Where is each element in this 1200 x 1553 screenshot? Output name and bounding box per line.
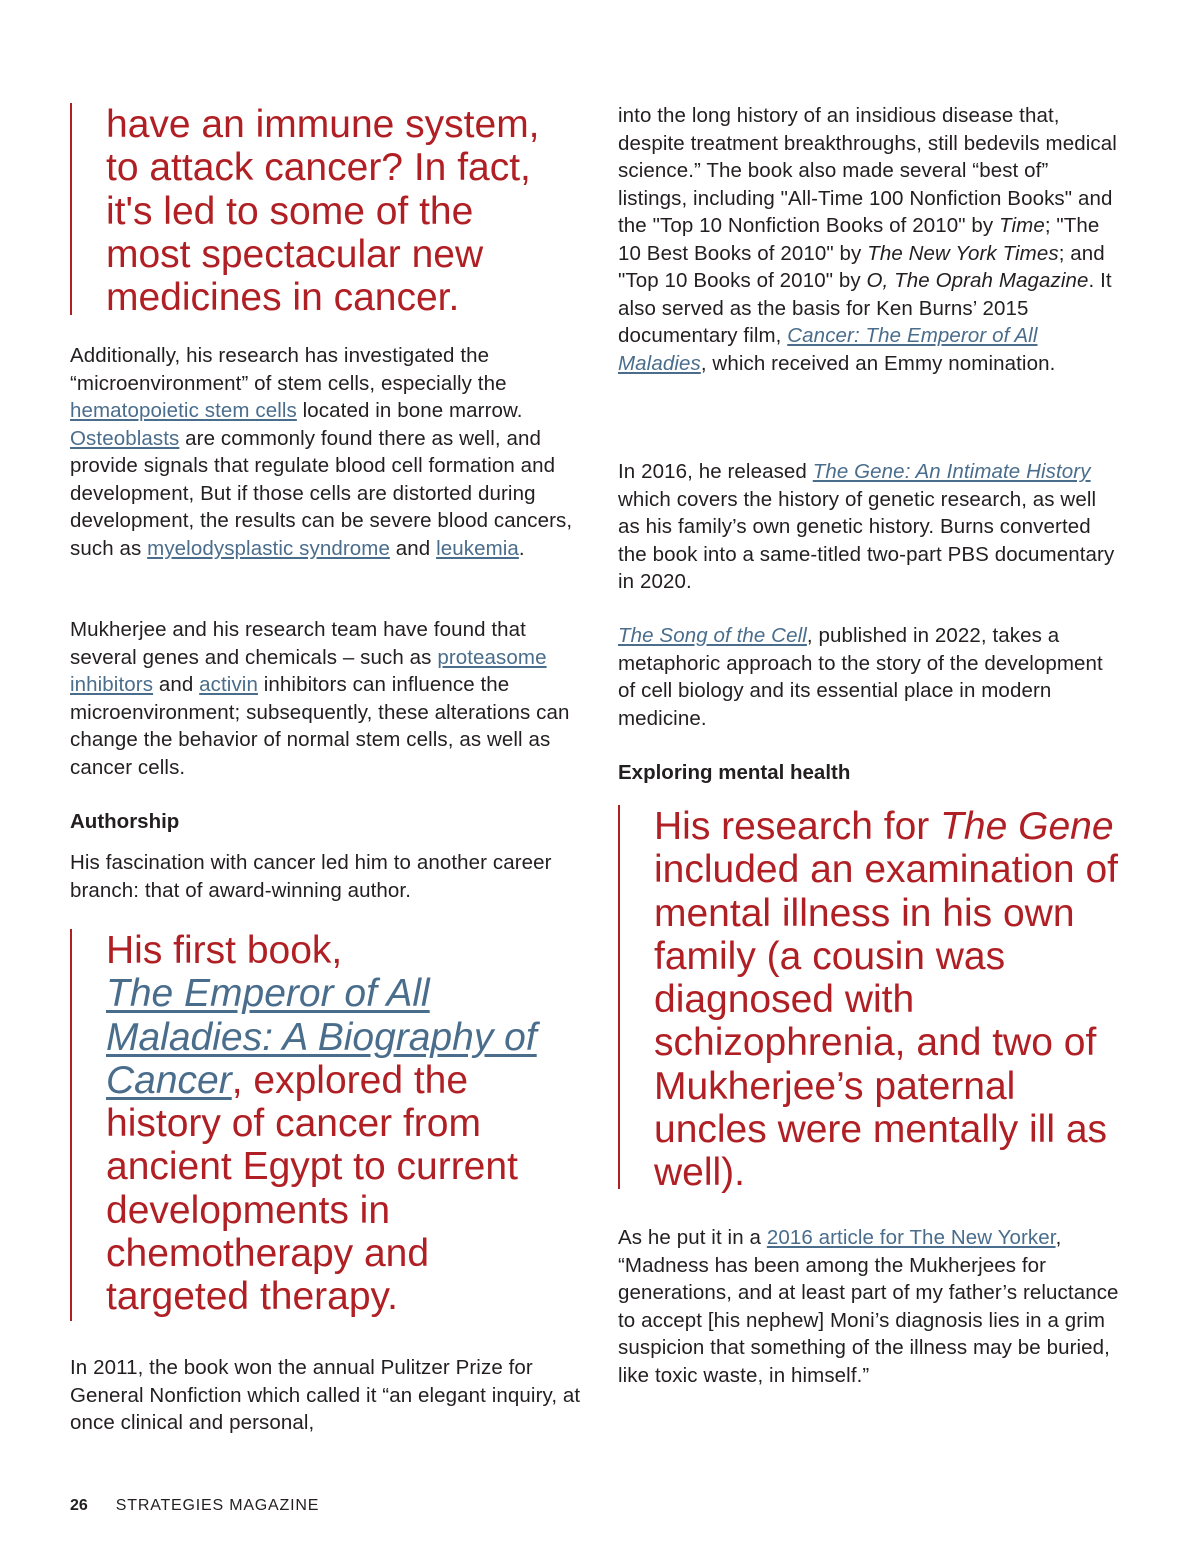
link-activin[interactable]: activin	[199, 673, 258, 696]
heading-authorship: Authorship	[70, 810, 180, 833]
magazine-name: STRATEGIES MAGAZINE	[115, 1497, 320, 1514]
pull-quote-line: have an immune system,	[106, 103, 540, 146]
link-myelodysplastic-syndrome[interactable]: myelodysplastic syndrome	[147, 536, 390, 560]
pull-quote-line: most spectacular new	[106, 232, 484, 276]
link-hematopoietic-stem-cells[interactable]: hematopoietic stem cells	[70, 399, 297, 422]
link-emperor-of-all-maladies[interactable]: The Emperor of All Maladies: A Biography of Cancer	[106, 972, 537, 1102]
pull-quote-first-book: His first book, The Emperor of All Maladies: A Biography of Cancer, explored the history of cancer from ancient Egypt to current developments in chemotherapy and targeted therapy.	[70, 929, 570, 1321]
paragraph-the-gene: In 2016, he released The Gene: An Intimate History which covers the history of genetic research, as well as his family’s own genetic history. Burns converted the book into a same-titled two-part PBS documentary in 2020.	[618, 460, 1115, 593]
pull-quote-immune	[70, 103, 590, 320]
pull-quote-line: to attack cancer? In fact,	[106, 146, 531, 190]
paragraph-best-of-listings: into the long history of an insidious disease that, despite treatment breakthroughs, still bedevils medical science.” The book also made several “best of” listings, including "All-Time 100 Nonfiction Books" and the "Top 10 Nonfiction Books of 2010" by Time; "The 10 Best Books of 2010" by The New York Times; and "Top 10 Books of 2010" by O, The Oprah Magazine. It also served as the basis for Ken Burns’ 2015 documentary film, Cancer: The Emperor of All Maladies, which received an Emmy nomination.	[618, 104, 1117, 375]
paragraph-research-team: Mukherjee and his research team have found that several genes and chemicals – such as proteasome inhibitors and activin inhibitors can influence the microenvironment; subsequently, these alterations can change the behavior of normal stem cells, as well as cancer cells.	[70, 618, 570, 779]
paragraph-pulitzer: In 2011, the book won the annual Pulitzer Prize for General Nonfiction which called it “an elegant inquiry, at once clinical and personal,	[70, 1356, 581, 1434]
page-number: 26	[70, 1497, 88, 1514]
pull-quote-mental-illness: His research for The Gene included an examination of mental illness in his own family (a cousin was diagnosed with schizophrenia, and two of Mukherjee’s paternal uncles were mentally ill as well).	[618, 805, 1138, 1189]
page-footer	[70, 1497, 319, 1515]
link-osteoblasts[interactable]: Osteoblasts	[70, 426, 180, 450]
link-leukemia[interactable]: leukemia	[436, 536, 519, 560]
pull-quote-line: medicines in cancer.	[106, 276, 460, 320]
pull-quote-line: it's led to some of the	[106, 189, 474, 233]
link-the-gene[interactable]: The Gene: An Intimate History	[812, 460, 1091, 483]
paragraph-song-of-the-cell: The Song of the Cell, published in 2022, takes a metaphoric approach to the story of the development of cell biology and its essential place in modern medicine.	[618, 624, 1103, 730]
heading-exploring-mental-health: Exploring mental health	[618, 761, 851, 784]
link-cancer-emperor-documentary[interactable]: Cancer: The Emperor of All Maladies	[618, 324, 1038, 375]
paragraph-fascination: His fascination with cancer led him to another career branch: that of award-winning author.	[70, 851, 552, 902]
link-proteasome-inhibitors[interactable]: proteasome inhibitors	[70, 645, 547, 696]
link-new-yorker-article[interactable]: 2016 article for The New Yorker	[766, 1226, 1056, 1249]
link-song-of-the-cell[interactable]: The Song of the Cell	[618, 624, 807, 647]
paragraph-new-yorker-quote: As he put it in a 2016 article for The New Yorker, “Madness has been among the Mukherjees for generations, and at least part of my father’s reluctance to accept [his nephew] Moni’s diagnosis lies in a grim suspicion that something of the illness may be buried, like toxic waste, in himself.”	[618, 1226, 1119, 1387]
paragraph-microenvironment: Additionally, his research has investigated the “microenvironment” of stem cells, especially the hematopoietic stem cells located in bone marrow. Osteoblasts are commonly found there as well, and provide signals that regulate blood cell formation and development, But if those cells are distorted during development, the results can be severe blood cancers, such as myelodysplastic syndrome and leukemia.	[70, 344, 573, 560]
